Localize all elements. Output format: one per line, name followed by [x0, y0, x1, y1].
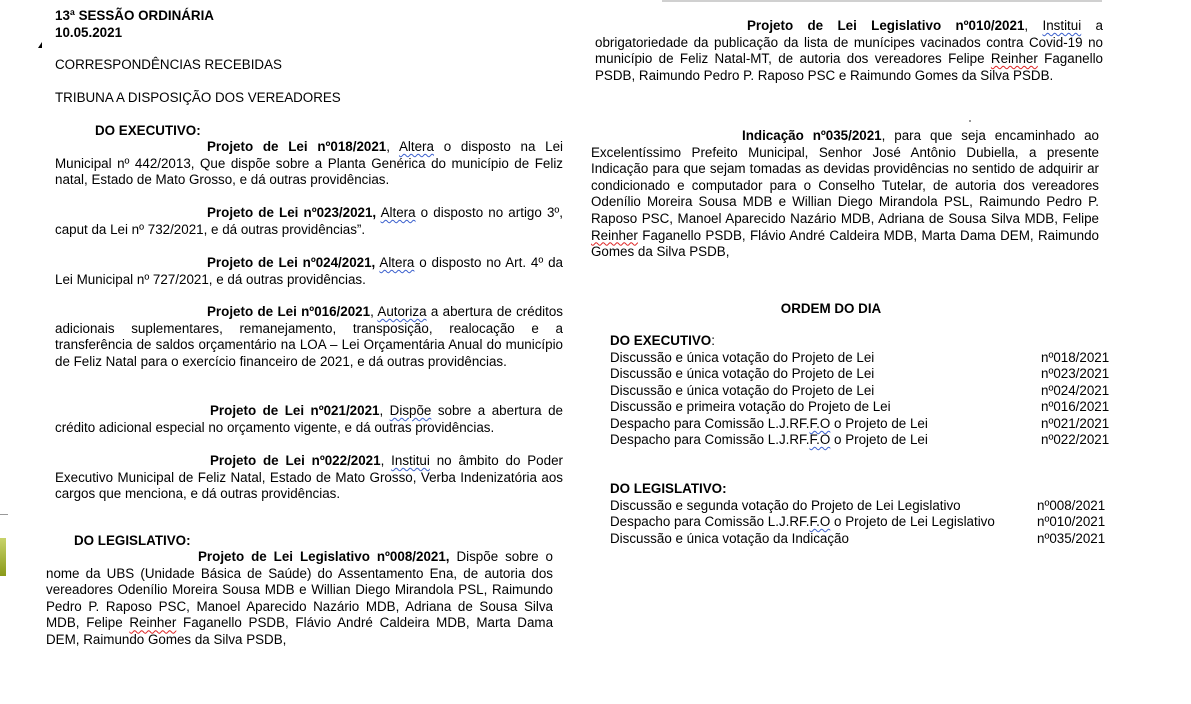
ordem-exec-row [610, 366, 874, 383]
ordem-leg-row [610, 531, 849, 548]
ordem-exec-row [610, 350, 874, 367]
session-title: 13ª SESSÃO ORDINÁRIA [55, 8, 214, 23]
legislativo-item-008 [46, 549, 553, 649]
project-verb: Altera [379, 255, 415, 270]
executivo-item-018 [55, 139, 563, 189]
project-verb: Autoriza [377, 304, 427, 319]
indication-description: , para que seja encaminhado ao Excelentíssimo Prefeito Municipal, Senhor José Antônio Dubiella, a presente Indicação para que sejam tomadas as devidas providências no sentido de adquirir ar condicionado e computador para o Conselho Tutelar, de autoria dos vereadores Odenílio Moreira Sousa MDB e Willian Diego Mirandola PSL, Raimundo Pedro P. Raposo PSC, Manoel Aparecido Nazário MDB, Adriana de Sousa Silva MDB, Felipe [591, 128, 1099, 226]
ordem-leg-num: nº008/2021 [1037, 498, 1106, 513]
ordem-exec-row [610, 416, 928, 433]
ordem-item-text: Discussão e única votação do Projeto de Lei [610, 350, 875, 365]
project-verb: Altera [380, 205, 416, 220]
anchor-marker-icon [38, 42, 42, 48]
ordem-exec-num: nº018/2021 [1041, 350, 1110, 365]
ordem-leg-num: nº035/2021 [1037, 531, 1106, 546]
executivo-item-021 [55, 403, 563, 436]
page-edge-bar [0, 538, 6, 576]
ordem-leg-row [610, 498, 961, 515]
author-name: Reinher [990, 51, 1038, 67]
project-number: Projeto de Lei nº021/2021 [210, 403, 380, 418]
ordem-exec-row [610, 432, 928, 449]
ordem-item-abbr: F.O [809, 432, 831, 447]
ordem-item-text-cont: o Projeto de Lei [830, 416, 928, 431]
ordem-leg-num: nº010/2021 [1037, 514, 1106, 529]
project-number: Projeto de Lei Legislativo nº010/2021 [747, 18, 1025, 33]
indicacao-item-035 [591, 128, 1099, 261]
page-edge-line [0, 514, 8, 515]
ordem-item-text: Despacho para Comissão L.J.RF. [610, 432, 810, 447]
ordem-executivo-heading-wrap [610, 333, 715, 350]
ordem-exec-row [610, 399, 891, 416]
separator: , [370, 304, 378, 319]
project-description: o disposto na Lei Municipal nº 442/2013, Que dispõe sobre a Planta Genérica do município de Feliz natal, Estado de Mato Grosso, e dá outras providências. [55, 139, 564, 188]
executivo-item-023 [55, 205, 563, 238]
ordem-legislativo-heading: DO LEGISLATIVO: [610, 481, 727, 496]
session-header [55, 8, 214, 41]
executivo-item-022 [55, 453, 563, 503]
executivo-item-024 [55, 255, 563, 288]
ordem-item-text: Despacho para Comissão L.J.RF. [610, 514, 810, 529]
project-number: Projeto de Lei nº024/2021, [207, 255, 376, 270]
project-description: a obrigatoriedade da publicação da lista de munícipes vacinados contra Covid-19 no município de Feliz Natal-MT, de autoria dos vereadores Felipe [595, 18, 1103, 67]
project-number: Projeto de Lei nº022/2021 [210, 453, 381, 468]
ordem-exec-num: nº022/2021 [1041, 432, 1110, 447]
author-name: Reinher [591, 227, 638, 243]
indication-description-cont: Faganello PSDB, Flávio André Caldeira MDB, Marta Dama DEM, Raimundo Gomes da Silva PSDB, [591, 227, 1099, 260]
ordem-item-text: Discussão e única votação da Indicação [610, 531, 849, 546]
legislativo-heading: DO LEGISLATIVO: [74, 533, 191, 548]
separator: , [380, 453, 392, 468]
project-description: sobre a abertura de crédito adicional especial no orçamento vigente, e dá outras providências. [55, 403, 563, 435]
ordem-item-text-cont: o Projeto de Lei [830, 432, 928, 447]
project-number: Projeto de Lei nº018/2021 [207, 139, 387, 154]
project-verb: Altera [398, 139, 434, 154]
separator: , [379, 403, 390, 418]
ordem-exec-num: nº024/2021 [1041, 383, 1110, 398]
separator: , [386, 139, 399, 154]
session-date: 10.05.2021 [55, 24, 123, 40]
ordem-item-text: Discussão e primeira votação do Projeto de Lei [610, 399, 891, 414]
heading-colon: : [711, 333, 715, 348]
author-name: Reinher [129, 615, 177, 631]
project-description: o disposto no artigo 3º, caput da Lei nº 732/2021, e dá outras providências”. [55, 205, 564, 237]
tribuna-heading: TRIBUNA A DISPOSIÇÃO DOS VEREADORES [55, 90, 341, 105]
ordem-item-text: Discussão e única votação do Projeto de Lei [610, 366, 875, 381]
project-number: Projeto de Lei nº016/2021 [207, 304, 371, 319]
project-verb: Institui [1042, 18, 1082, 33]
ordem-exec-row [610, 383, 874, 400]
ordem-item-text: Discussão e única votação do Projeto de Lei [610, 383, 875, 398]
separator: , [1024, 18, 1043, 33]
indication-number: Indicação nº035/2021 [742, 128, 882, 143]
project-description: no âmbito do Poder Executivo Municipal de Feliz Natal, Estado de Mato Grosso, Verba Indenizatória aos cargos que menciona, e dá outras providências. [55, 453, 563, 502]
ordem-exec-num: nº023/2021 [1041, 366, 1110, 381]
project-description: Dispõe sobre o nome da UBS (Unidade Básica de Saúde) do Assentamento Ena, de autoria dos vereadores Odenílio Moreira Sousa MDB e Willian Diego Mirandola PSL, Raimundo Pedro P. Raposo PSC, Manoel Aparecido Nazário MDB, Adriana de Sousa Silva MDB, Felipe [46, 549, 553, 631]
ordem-exec-num: nº016/2021 [1041, 399, 1110, 414]
project-verb: Institui [391, 453, 430, 468]
ordem-item-text-cont: o Projeto de Lei Legislativo [830, 514, 995, 529]
executivo-item-016 [55, 304, 563, 370]
stray-dot [969, 120, 971, 122]
project-number: Projeto de Lei Legislativo nº008/2021, [198, 549, 450, 564]
project-description-cont: Faganello PSDB, Flávio André Caldeira MDB, Marta Dama DEM, Raimundo Gomes da Silva PSDB, [46, 615, 554, 647]
ordem-executivo-heading: DO EXECUTIVO [610, 333, 712, 348]
ordem-item-text: Despacho para Comissão L.J.RF. [610, 416, 810, 431]
project-verb: Dispõe [389, 403, 432, 418]
ordem-title: ORDEM DO DIA [780, 301, 882, 316]
project-description-cont: Faganello PSDB, Raimundo Pedro P. Raposo PSC e Raimundo Gomes da Silva PSDB. [595, 51, 1103, 83]
ordem-leg-row [610, 514, 995, 531]
project-number: Projeto de Lei nº023/2021, [207, 205, 377, 220]
ordem-exec-num: nº021/2021 [1041, 416, 1110, 431]
project-description: o disposto no Art. 4º da Lei Municipal nº 727/2021, e dá outras providências. [55, 255, 563, 287]
ordem-item-abbr: F.O [809, 416, 831, 431]
project-description: a abertura de créditos adicionais suplementares, remanejamento, transposição, realocação e a transferência de saldos orçamentário na LOA – Lei Orçamentária Anual do município de Feliz Natal para o exercício financeiro de 2021, e dá outras providências. [55, 304, 563, 369]
executivo-heading: DO EXECUTIVO: [95, 123, 201, 138]
ordem-item-abbr: F.O [809, 514, 831, 529]
window-top-edge [662, 0, 1102, 2]
ordem-item-text: Discussão e segunda votação do Projeto de Lei Legislativo [610, 498, 961, 513]
legislativo-item-010 [595, 18, 1103, 84]
correspondencias-heading: CORRESPONDÊNCIAS RECEBIDAS [55, 57, 282, 72]
